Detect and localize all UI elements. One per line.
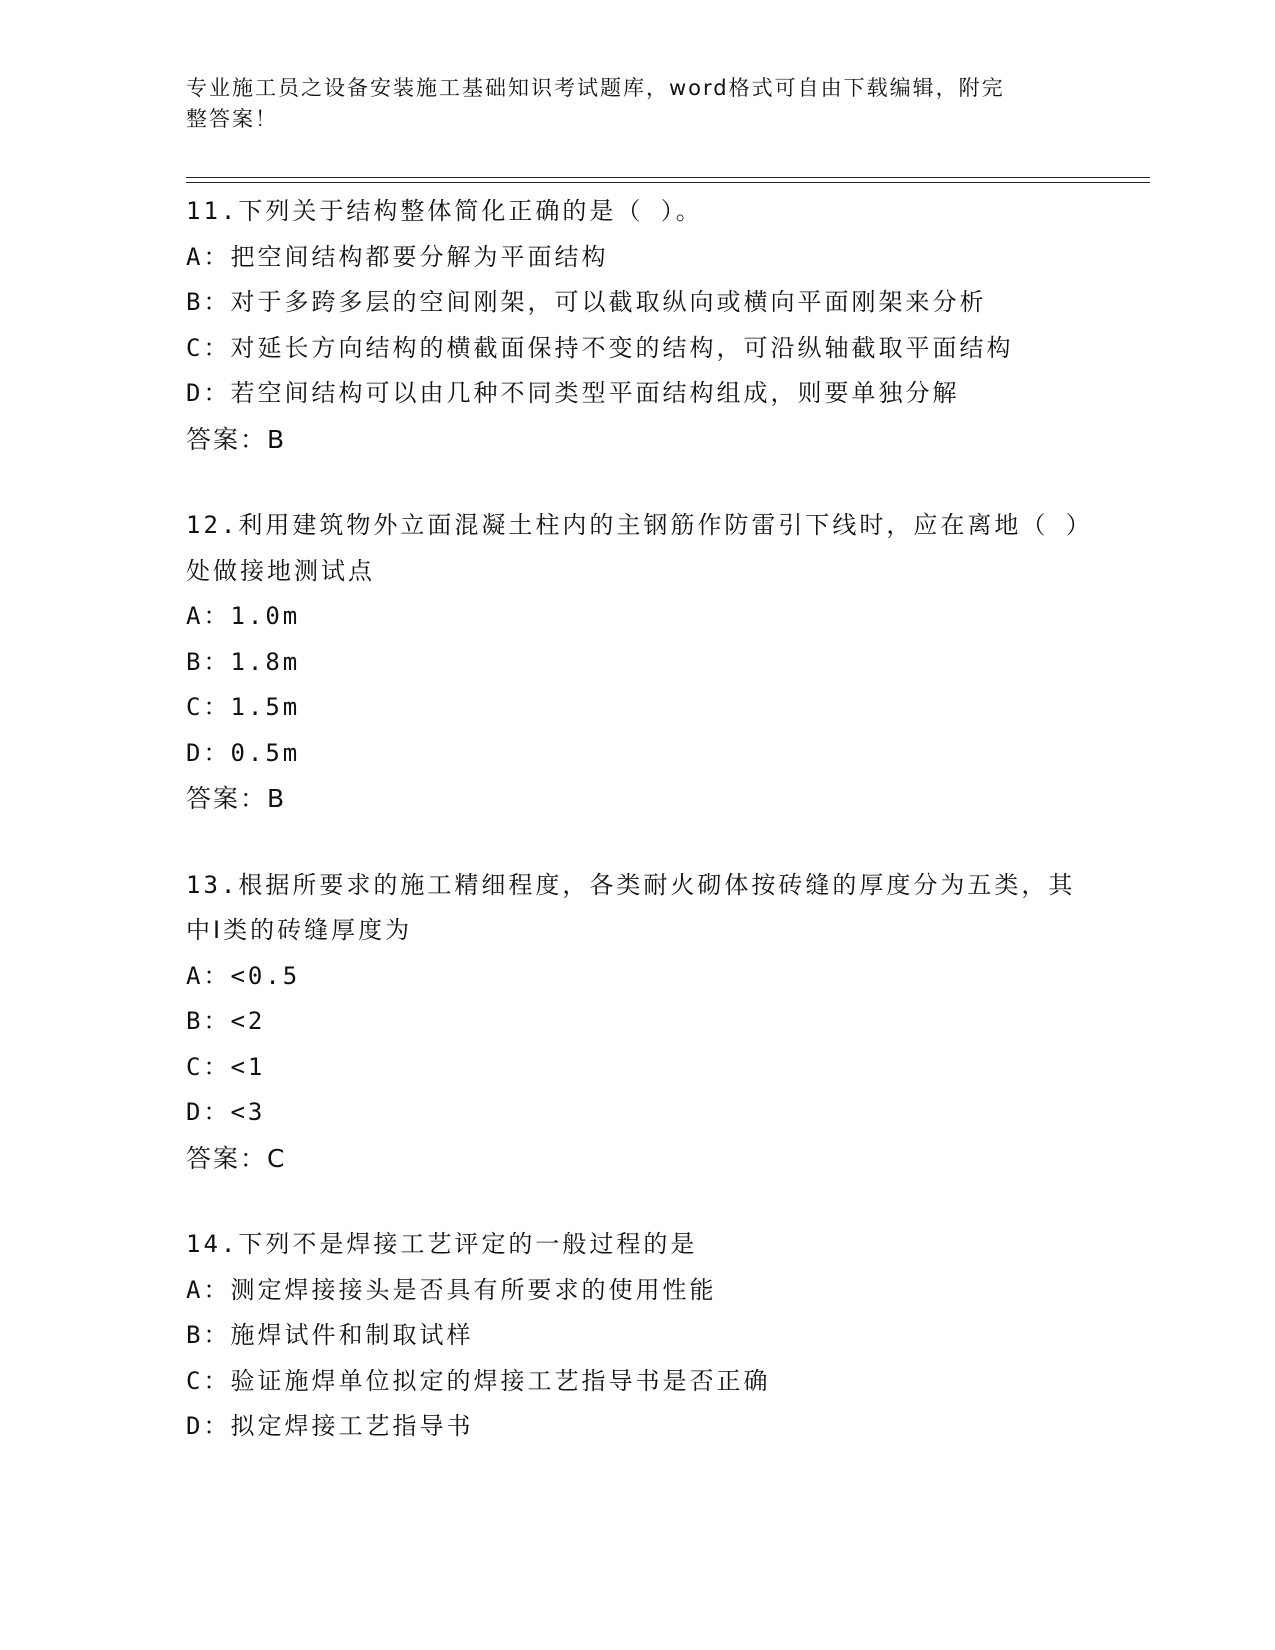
option-a: A：测定焊接接头是否具有所要求的使用性能 <box>186 1275 717 1304</box>
question-stem: 11.下列关于结构整体简化正确的是（ ）。 <box>186 197 703 225</box>
document-header <box>186 73 1066 135</box>
answer-label: 答案：B <box>186 424 287 454</box>
option-c: C：1.5m <box>186 693 301 721</box>
option-c: C：对延长方向结构的横截面保持不变的结构，可沿纵轴截取平面结构 <box>186 333 1014 362</box>
option-c: C：验证施焊单位拟定的焊接工艺指导书是否正确 <box>186 1366 771 1395</box>
option-b: B：1.8m <box>186 647 301 676</box>
header-line-2: 整答案！ <box>186 107 278 131</box>
header-divider-top <box>186 177 1150 178</box>
question-stem: 13.根据所要求的施工精细程度，各类耐火砌体按砖缝的厚度分为五类，其中Ⅰ类的砖缝厚度为 <box>186 870 1076 944</box>
question-11 <box>186 189 1146 462</box>
question-12 <box>186 503 1146 822</box>
question-stem: 12.利用建筑物外立面混凝土柱内的主钢筋作防雷引下线时，应在离地（ ）处做接地测试点 <box>186 511 1081 585</box>
header-divider-bottom <box>186 182 1150 183</box>
option-a: A：把空间结构都要分解为平面结构 <box>186 242 609 271</box>
question-stem: 14.下列不是焊接工艺评定的一般过程的是 <box>186 1230 698 1258</box>
option-b: B：对于多跨多层的空间刚架，可以截取纵向或横向平面刚架来分析 <box>186 288 987 316</box>
question-14 <box>186 1222 1146 1450</box>
option-c: C：<1 <box>186 1052 266 1081</box>
option-a: A：<0.5 <box>186 961 301 990</box>
option-b: B：<2 <box>186 1007 266 1035</box>
answer-label: 答案：B <box>186 784 287 813</box>
option-a: A：1.0m <box>186 602 301 630</box>
option-d: D：拟定焊接工艺指导书 <box>186 1412 474 1440</box>
option-d: D：若空间结构可以由几种不同类型平面结构组成，则要单独分解 <box>186 379 960 407</box>
option-d: D：<3 <box>186 1098 266 1126</box>
question-list <box>186 189 1146 1491</box>
header-line-1: 专业施工员之设备安装施工基础知识考试题库，word格式可自由下载编辑，附完 <box>186 76 1005 100</box>
option-d: D：0.5m <box>186 738 301 767</box>
answer-label: 答案：C <box>186 1143 287 1173</box>
question-13 <box>186 863 1146 1182</box>
option-b: B：施焊试件和制取试样 <box>186 1321 474 1349</box>
